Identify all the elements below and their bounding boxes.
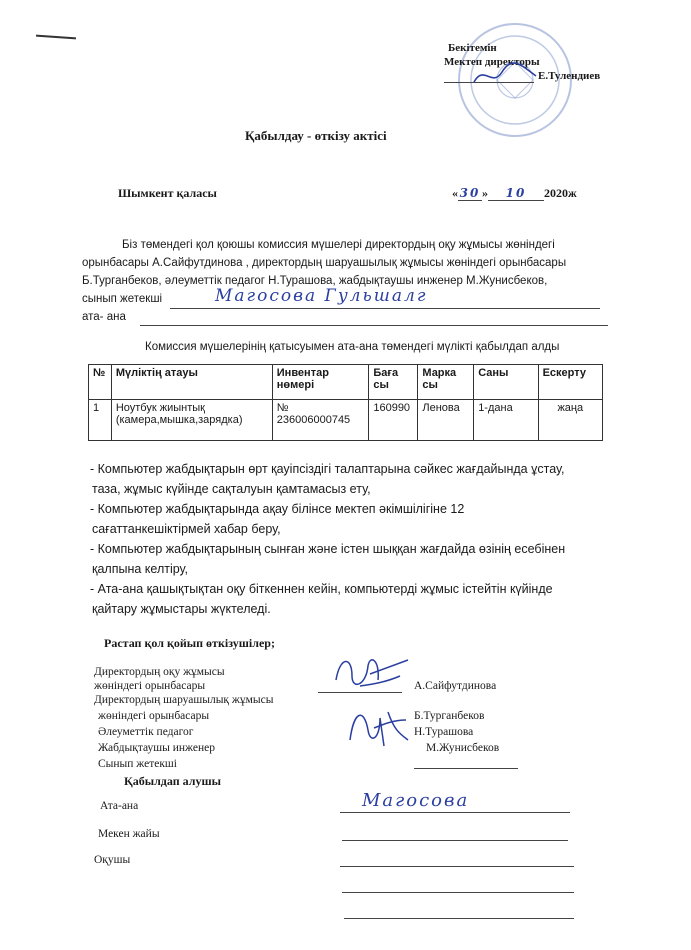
rule-line: қалпына келтіру, xyxy=(92,562,189,576)
receiver-extra-line xyxy=(342,892,574,893)
receiver-address-label: Мекен жайы xyxy=(98,828,160,840)
receiver-address-line xyxy=(342,840,568,841)
date-field xyxy=(452,186,577,201)
signer-2-name: Б.Турганбеков xyxy=(414,710,485,722)
cell-price: 160990 xyxy=(369,400,418,441)
rule-line: сағаттанкешіктірмей хабар беру, xyxy=(92,522,281,536)
receiver-parent-sign: Магосова xyxy=(362,790,470,811)
rule-line: қайтару жұмыстары жүктеледі. xyxy=(92,602,271,616)
signer-4-name: М.Жунисбеков xyxy=(426,742,500,754)
city-label: Шымкент қаласы xyxy=(118,186,217,200)
table-row xyxy=(89,400,603,441)
teacher-value: Магосова Гульшалг xyxy=(215,286,428,306)
cell-quantity: 1-дана xyxy=(474,400,538,441)
receiver-parent-line xyxy=(340,812,570,813)
subtitle: Комиссия мүшелерінің қатысуымен ата-ана төмендегі мүлікті қабылдап алды xyxy=(145,341,560,353)
property-table xyxy=(88,364,603,441)
cell-note: жаңа xyxy=(538,400,602,441)
signer-4-role: Жабдықтаушы инженер xyxy=(98,742,215,754)
date-month: 10 xyxy=(488,186,544,201)
col-name: Мүліктің атауы xyxy=(111,365,272,400)
approval-line-2: Мектеп директоры xyxy=(444,56,540,68)
approval-line-3: Е.Тулендиев xyxy=(538,70,601,82)
receiver-parent-label: Ата-ана xyxy=(100,800,139,812)
rule-line: таза, жұмыс күйінде сақталуын қамтамасыз ету, xyxy=(92,482,371,496)
cell-inventory: № 236006000745 xyxy=(272,400,369,441)
signer-1-name: А.Сайфутдинова xyxy=(414,680,497,692)
date-close-quote: » xyxy=(482,186,488,200)
cell-name: Ноутбук жиынтық (камера,мышка,зарядка) xyxy=(111,400,272,441)
receiver-extra-line xyxy=(344,918,574,919)
signer-3-name: Н.Турашова xyxy=(414,726,474,738)
rule-line: - Ата-ана қашықтықтан оқу біткеннен кейін, компьютерді жұмыс істейтін күйінде xyxy=(90,582,553,596)
signer-1-role-b: жөніндегі орынбасары xyxy=(94,680,206,692)
col-price: Баға сы xyxy=(369,365,418,400)
receiver-student-label: Оқушы xyxy=(94,854,131,866)
signer-3-role: Әлеуметтік педагог xyxy=(98,726,194,738)
parent-label: ата- ана xyxy=(82,311,126,323)
rule-line: - Компьютер жабдықтарында ақау білінсе мектеп әкімшілігіне 12 xyxy=(90,502,465,516)
col-brand: Марка сы xyxy=(418,365,474,400)
pen-mark xyxy=(36,35,76,40)
col-number: № xyxy=(89,365,112,400)
col-note: Ескерту xyxy=(538,365,602,400)
signature-2 xyxy=(344,700,414,750)
rule-line: - Компьютер жабдықтарын өрт қауіпсіздігі талаптарына сәйкес жағдайында ұстау, xyxy=(90,462,565,476)
date-year: 2020ж xyxy=(544,186,577,200)
receiver-title: Қабылдап алушы xyxy=(124,774,221,788)
cell-brand: Ленова xyxy=(418,400,474,441)
date-day: 30 xyxy=(459,186,481,200)
director-signature xyxy=(470,60,540,90)
signer-5-line xyxy=(414,768,518,769)
signature-1 xyxy=(330,650,410,698)
signer-2-role-b: жөніндегі орынбасары xyxy=(98,710,210,722)
receiver-student-line xyxy=(340,866,574,867)
handover-title: Растап қол қойып өткізушілер; xyxy=(104,636,275,650)
col-quantity: Саны xyxy=(474,365,538,400)
intro-line-2: орынбасары А.Сайфутдинова , директордың шаруашылық жұмысы жөніндегі орынбасары xyxy=(82,257,567,269)
signer-2-role-a: Директордың шаруашылық жұмысы xyxy=(94,694,274,706)
intro-line-3: Б.Турганбеков, әлеуметтік педагог Н.Турашова, жабдықтаушы инженер М.Жунисбеков, xyxy=(82,275,548,287)
intro-line-1: Біз төмендегі қол қоюшы комиссия мүшелері директордың оқу жұмысы жөніндегі xyxy=(122,239,555,251)
signer-1-role-a: Директордың оқу жұмысы xyxy=(94,666,225,678)
col-inventory: Инвентар нөмері xyxy=(272,365,369,400)
document-title: Қабылдау - өткізу актісі xyxy=(245,128,387,143)
parent-line xyxy=(140,325,608,326)
date-open-quote: « xyxy=(452,186,458,200)
teacher-line xyxy=(170,308,600,309)
teacher-label: сынып жетекші xyxy=(82,293,163,305)
approval-line-1: Бекітемін xyxy=(448,42,497,54)
table-header-row xyxy=(89,365,603,400)
signer-5-role: Сынып жетекші xyxy=(98,758,177,770)
rule-line: - Компьютер жабдықтарының сынған және істен шыққан жағдайда өзінің есебінен xyxy=(90,542,566,556)
cell-number: 1 xyxy=(89,400,112,441)
